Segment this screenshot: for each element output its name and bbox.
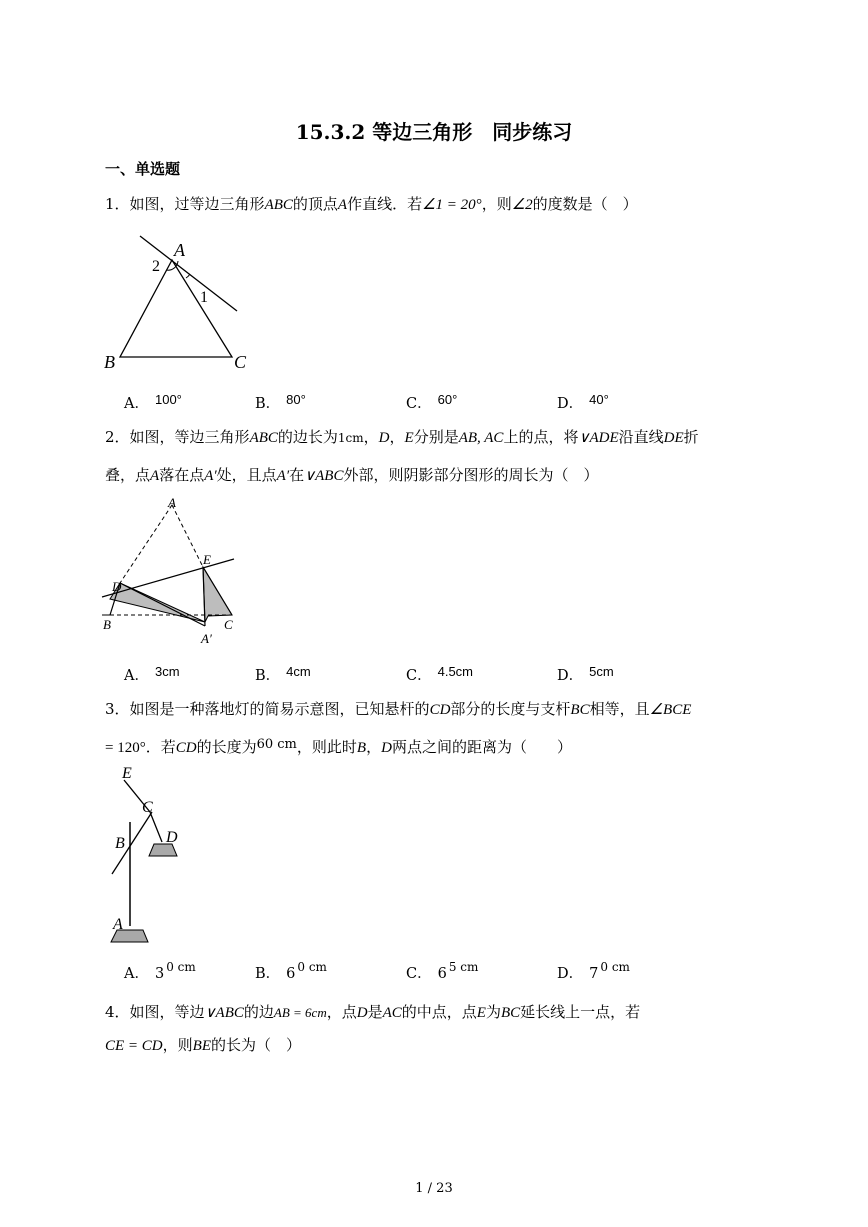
math: D <box>378 430 390 446</box>
label-e: E <box>203 552 211 567</box>
option-label: C． <box>406 396 432 412</box>
math: BC <box>570 702 590 718</box>
text: ， <box>363 428 379 446</box>
label-a: A <box>113 916 123 933</box>
figure-q1-triangle <box>100 228 260 373</box>
text: 如图，等边三角形 <box>129 428 250 446</box>
option-label: C． <box>406 966 432 982</box>
option-value: 4cm <box>286 664 311 679</box>
text: 处，且点 <box>216 466 277 484</box>
math: ∨ADE <box>578 430 619 446</box>
q3-option-b[interactable] <box>255 962 327 983</box>
question-2-line-1 <box>105 425 765 450</box>
math: DE <box>663 430 684 446</box>
label-a: A <box>174 240 185 260</box>
label-c: C <box>224 617 233 632</box>
text: 分别是 <box>413 428 459 446</box>
question-number: 2． <box>105 428 130 446</box>
text: 折 <box>683 428 699 446</box>
option-value: 80° <box>286 392 306 407</box>
dashed-ae <box>172 505 203 567</box>
page-number: 1 / 23 <box>415 1181 453 1196</box>
math: A <box>337 197 348 213</box>
option-value: 4.5cm <box>437 664 474 679</box>
math: = 120° <box>105 740 146 756</box>
question-1-text <box>105 192 765 217</box>
option-value: 5cm <box>589 664 614 679</box>
q3-option-a[interactable] <box>124 962 196 983</box>
math: 1cm <box>337 431 364 445</box>
math: ∨ABC <box>204 1005 244 1021</box>
question-number: 3． <box>105 700 130 718</box>
text: 沿直线 <box>618 428 664 446</box>
text: ，则此时 <box>296 738 357 756</box>
option-label: A． <box>124 668 149 684</box>
math: A′ <box>276 468 290 484</box>
q1-option-b[interactable] <box>255 392 306 413</box>
math: ∨ABC <box>304 468 344 484</box>
math: D <box>381 740 392 756</box>
math: ∠BCE <box>649 702 692 718</box>
text: 外部，则阴影部分图形的周长为（ ） <box>343 466 599 484</box>
math: ∠2 <box>511 197 533 213</box>
question-number: 1． <box>105 195 130 213</box>
q2-option-d[interactable] <box>557 664 614 685</box>
option-label: B． <box>255 396 281 412</box>
math: BC <box>500 1005 521 1021</box>
label-b: B <box>103 617 111 632</box>
math: B <box>356 740 367 756</box>
question-3-line-1 <box>105 697 765 722</box>
text: 两点之间的距离为（ ） <box>391 738 572 756</box>
hanging-arm-cd <box>150 812 162 842</box>
figure-q3-floor-lamp <box>100 762 200 947</box>
option-value: 6 <box>286 966 296 982</box>
math: ABC <box>249 430 278 446</box>
math: D <box>356 1005 368 1021</box>
math: ABC <box>264 197 293 213</box>
math: CD <box>429 702 451 718</box>
text: 的长度为 <box>196 738 257 756</box>
q2-option-c[interactable] <box>406 664 473 685</box>
text: 的边长为 <box>277 428 338 446</box>
label-c: C <box>142 799 153 816</box>
math: AB, AC <box>458 430 504 446</box>
q1-option-c[interactable] <box>406 392 457 413</box>
option-label: D． <box>557 966 584 982</box>
option-value: 3cm <box>154 664 180 679</box>
label-d: D <box>112 579 122 594</box>
text: 的顶点 <box>292 195 338 213</box>
math: CE = CD <box>105 1038 163 1054</box>
label-b: B <box>104 352 115 372</box>
label-a-prime: A′ <box>201 631 212 646</box>
text: 的中点，点 <box>401 1003 477 1021</box>
label-a: A <box>168 495 176 510</box>
q2-option-b[interactable] <box>255 664 311 685</box>
text: 的长为（ ） <box>210 1036 301 1054</box>
label-e: E <box>122 765 132 782</box>
text: 延长线上一点，若 <box>520 1003 641 1021</box>
math: A <box>150 468 160 484</box>
label-d: D <box>166 829 178 846</box>
option-label: C． <box>406 668 432 684</box>
q2-option-a[interactable] <box>124 664 180 685</box>
text: 如图，过等边三角形 <box>129 195 265 213</box>
option-value: 7 <box>589 966 599 982</box>
option-label: A． <box>124 396 149 412</box>
text: 在 <box>289 466 305 484</box>
math: E <box>404 430 414 446</box>
option-label: A． <box>124 966 149 982</box>
option-label: B． <box>255 668 281 684</box>
q3-option-c[interactable] <box>406 962 478 983</box>
math: AB = 6cm <box>273 1005 327 1020</box>
option-label: D． <box>557 396 584 412</box>
math: 60 cm <box>256 737 297 752</box>
option-value: 60° <box>437 392 458 407</box>
triangle-abc <box>120 260 232 357</box>
page-title: 15.3.2 等边三角形 同步练习 <box>295 120 573 144</box>
angle-1-arc <box>186 274 190 278</box>
math: ∠1 = 20° <box>422 197 482 213</box>
text: 如图是一种落地灯的简易示意图，已知悬杆的 <box>129 700 430 718</box>
question-4-line-2 <box>105 1033 765 1058</box>
question-4-line-1 <box>105 1000 765 1025</box>
q1-option-d[interactable] <box>557 392 609 413</box>
label-c: C <box>234 352 247 372</box>
option-value: 100° <box>154 392 182 407</box>
text: 落在点 <box>159 466 205 484</box>
text: 叠，点 <box>105 466 151 484</box>
text: 是 <box>367 1003 383 1021</box>
question-3-line-2 <box>105 735 765 761</box>
option-value-superscript: 5 cm <box>448 960 479 974</box>
option-label: D． <box>557 668 584 684</box>
text: ， <box>389 428 405 446</box>
text: 的边 <box>243 1003 274 1021</box>
text: ，点 <box>326 1003 357 1021</box>
text: 为 <box>485 1003 501 1021</box>
text: 部分的长度与支杆 <box>450 700 571 718</box>
q3-option-d[interactable] <box>557 962 630 983</box>
text: 相等，且 <box>589 700 650 718</box>
math: CD <box>175 740 197 756</box>
dashed-ad <box>120 505 172 583</box>
option-value-superscript: 0 cm <box>600 960 630 974</box>
figure-q2-folded-triangle <box>100 495 245 650</box>
text: 如图，等边 <box>129 1003 205 1021</box>
text: 作直线．若 <box>347 195 423 213</box>
option-value-superscript: 0 cm <box>297 960 327 974</box>
section-heading: 一、单选题 <box>105 160 181 178</box>
question-number: 4． <box>105 1003 130 1021</box>
text: 上的点，将 <box>503 428 579 446</box>
label-angle-2: 2 <box>152 258 160 275</box>
q1-option-a[interactable] <box>124 392 182 413</box>
question-2-line-2 <box>105 463 765 488</box>
text: ， <box>366 738 382 756</box>
text: ，则 <box>481 195 512 213</box>
math: BE <box>192 1038 211 1054</box>
text: 的度数是（ ） <box>532 195 638 213</box>
option-value-superscript: 0 cm <box>166 960 196 974</box>
option-value: 3 <box>154 966 165 982</box>
text: ，则 <box>162 1036 193 1054</box>
math: A′ <box>204 468 217 484</box>
label-angle-1: 1 <box>200 289 208 306</box>
text: ．若 <box>145 738 176 756</box>
label-b: B <box>115 835 125 852</box>
option-value: 6 <box>437 966 447 982</box>
math: E <box>476 1005 486 1021</box>
math: AC <box>382 1005 402 1021</box>
option-value: 40° <box>589 392 609 407</box>
option-label: B． <box>255 966 281 982</box>
